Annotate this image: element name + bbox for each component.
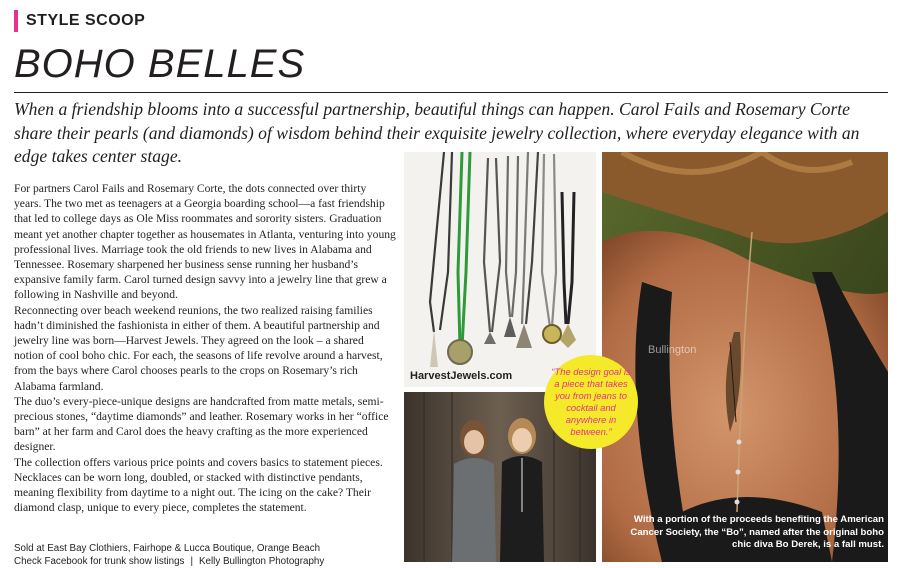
article-deck: When a friendship blooms into a successful partnership, beautiful things can happen. Carol Fails and Rosemary Corte share their pearls (and diamonds) of wisdom behind their exquisite jewelry collection, where everyday elegance with an edge takes center stage. [14,99,860,166]
article-body [14,181,396,515]
footer-separator: | [190,555,193,567]
pull-quote: “The design goal is a piece that takes you from jeans to cocktail and anywhere in between.” [544,355,638,449]
necklaces-photo [404,152,596,387]
section-label: STYLE SCOOP [26,12,146,29]
title-divider [14,92,888,93]
article-footer [14,543,404,568]
trunk-show-line [14,556,404,568]
body-paragraph: The collection offers various price points and covers basics to statement pieces. Necklaces can be worn long, doubled, or stacked with distinctive pendants, meaning flexibility from daytime to a night out. The icing on the cake? Their diamond clasp, unique to every piece, completes the statement. [14,455,383,515]
section-accent-bar [14,10,18,32]
body-paragraph: The duo’s every-piece-unique designs are handcrafted from matte metals, semi-precious stones, “daytime diamonds” and leather. Rosemary works in her “office barn” at her farm and Carol does the heavy crafting as the more experienced designer. [14,394,389,454]
retailers-line: Sold at East Bay Clothiers, Fairhope & Lucca Boutique, Orange Beach [14,543,321,554]
photo-credit: Kelly Bullington Photography [198,555,325,567]
body-paragraph: For partners Carol Fails and Rosemary Corte, the dots connected over thirty years. The two met as teenagers at a Georgia boarding school—a fast friendship that led to college days as Ole Miss roommates and sorority sisters. Graduation meant yet another chapter together as housemates in Atlanta, venturing into young professional lives. Marriage took the old friends to new lives in Alabama and Tennessee. Rosemary sharpened her business sense running her husband’s expansive family farm. Carol turned design savvy into a jewelry line that grew a following in Nashville and beyond. [14,182,396,302]
model-back-illustration [602,152,888,562]
photo-caption: With a portion of the proceeds benefiting the American Cancer Society, the “Bo”, named after the original boho chic diva Bo Derek, is a fall must. [630,514,884,551]
article-title: BOHO BELLES [14,42,306,86]
necklaces-illustration [404,152,596,387]
photo-watermark: Bullington [648,344,697,356]
harvestjewels-link[interactable]: HarvestJewels.com [410,370,513,382]
facebook-note: Check Facebook for trunk show listings [14,555,185,567]
body-paragraph: Reconnecting over beach weekend reunions, the two realized raising families hadn’t diminished the fashionista in either of them. A beautiful partnership and jewelry line was born—Harvest Jewels. They agreed on the look – a shared notion of cool boho chic. For each, the seasons of life revolve around a harvest, from the bays where Carol chooses pearls to the crops on Rosemary’s rich Alabama farmland. [14,303,383,393]
model-back-photo [602,152,888,562]
